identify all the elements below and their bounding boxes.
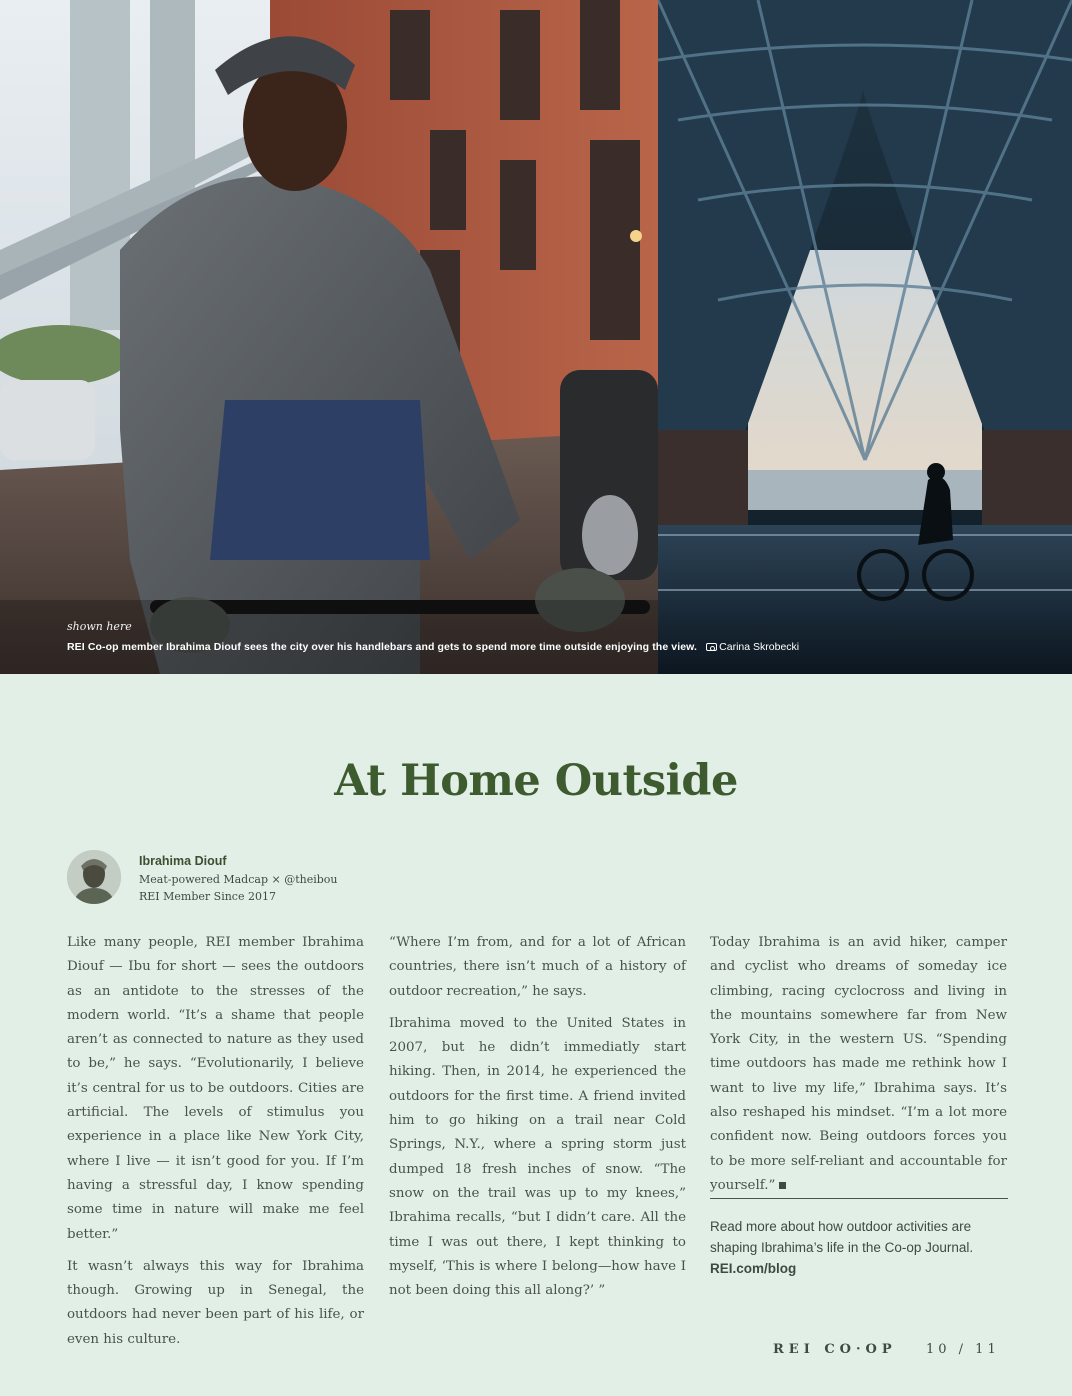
column-1: [67, 931, 364, 1360]
caption-text: REI Co-op member Ibrahima Diouf sees the city over his handlebars and gets to spend more time outside enjoying the view.: [67, 641, 698, 653]
paragraph: It wasn’t always this way for Ibrahima though. Growing up in Senegal, the outdoors had never been part of his life, or even his culture.: [67, 1258, 364, 1347]
photo-credit: Carina Skrobecki: [719, 641, 800, 653]
blog-link[interactable]: REI.com/blog: [710, 1261, 797, 1276]
paragraph: “Where I’m from, and for a lot of African countries, there isn’t much of a history of outdoor recreation,” he says.: [389, 935, 686, 999]
avatar: [67, 850, 121, 904]
author-handle: Meat-powered Madcap × @theibou: [139, 873, 338, 886]
paragraph: Ibrahima moved to the United States in 2007, but he didn’t immediatly start hiking. Then, in 2014, he experienced the outdoors for the first time. A friend invited him to go hiking on a trail near Cold Springs, N.Y., where a spring storm just dumped 18 fresh inches of snow. “The snow on the trail was up to my knees,” Ibrahima recalls, “but I didn’t care. All the time I was out there, I kept thinking to myself, ‘This is where I belong—how have I not been doing this all along?’ ”: [389, 1015, 686, 1299]
bridge-underside-photo: [658, 0, 1072, 674]
end-square-icon: [779, 1182, 786, 1189]
caption-label: shown here: [67, 620, 132, 633]
column-2: [389, 931, 686, 1311]
paragraph-last: [710, 931, 1007, 1198]
author-name: Ibrahima Diouf: [139, 854, 227, 868]
read-more-text: Read more about how outdoor activities are shaping Ibrahima’s life in the Co-op Journal.: [710, 1219, 974, 1255]
photo-caption: [67, 620, 867, 654]
hero-photos: [0, 0, 1072, 674]
article-title: At Home Outside: [334, 756, 738, 806]
camera-icon: [706, 643, 717, 651]
page-numbers: 10 / 11: [926, 1342, 1000, 1357]
cyclist-portrait-photo: [0, 0, 658, 674]
brand-logo: REI CO·OP: [773, 1342, 897, 1357]
member-since: REI Member Since 2017: [139, 890, 276, 903]
read-more: [710, 1216, 1008, 1279]
author-info: [139, 854, 459, 905]
paragraph: Like many people, REI member Ibrahima Diouf — Ibu for short — sees the outdoors as an antidote to the stresses of the modern world. “It’s a shame that people aren’t as connected to nature as they used to be,” he says. “Evolutionarily, I believe it’s central for us to be outdoors. Cities are artificial. The levels of stimulus you experience in a place like New York City, where I live — it isn’t good for you. If I’m having a stressful day, I know spending some time in nature will make me feel better.”: [67, 935, 364, 1242]
column-3: [710, 931, 1007, 1206]
paragraph-text: Today Ibrahima is an avid hiker, camper and cyclist who dreams of someday ice climbing, racing cyclocross and living in the mountains somewhere far from New York City, in the western US. “Spending time outdoors has made me rethink how I want to live my life,” Ibrahima says. It’s also reshaped his mindset. “I’m a lot more confident now. Being outdoors forces you to be more self-reliant and accountable for yourself.”: [710, 935, 1007, 1193]
divider: [710, 1198, 1008, 1199]
